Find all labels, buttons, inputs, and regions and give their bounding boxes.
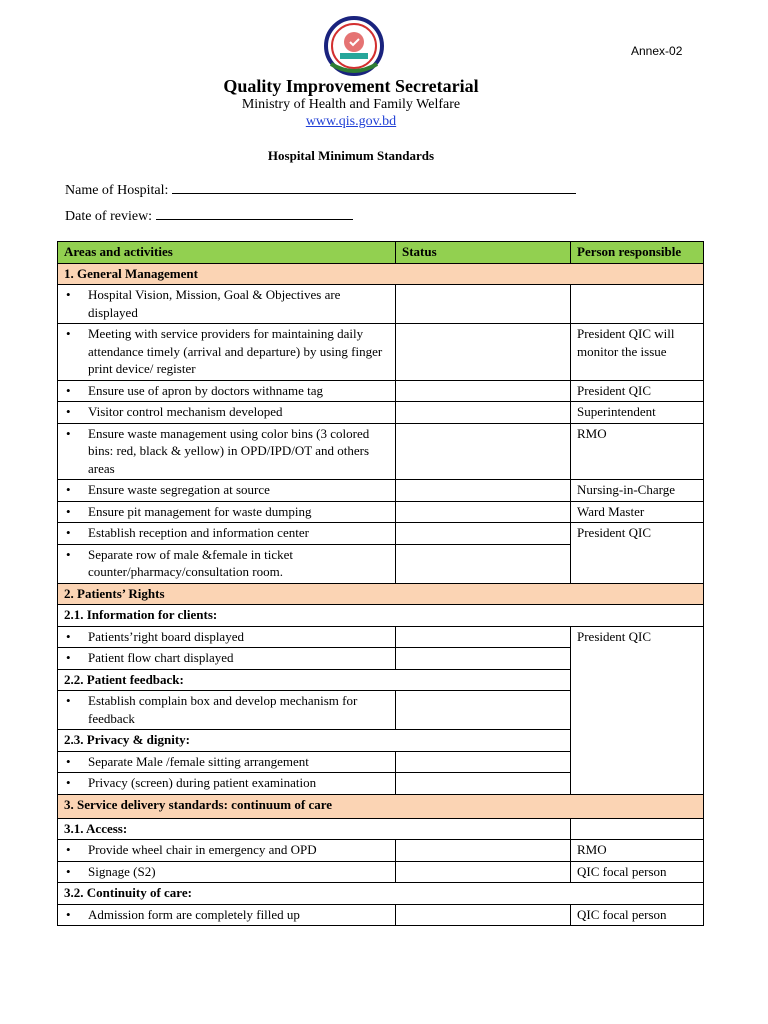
activity-cell bbox=[58, 751, 396, 773]
table-row bbox=[58, 626, 704, 648]
status-cell[interactable] bbox=[396, 523, 571, 545]
status-cell[interactable] bbox=[396, 501, 571, 523]
standards-table bbox=[57, 241, 704, 926]
section-row bbox=[58, 583, 704, 605]
section-title: 2. Patients’ Rights bbox=[58, 583, 704, 605]
activity-cell bbox=[58, 544, 396, 583]
status-cell[interactable] bbox=[396, 751, 571, 773]
subsection-title: 2.1. Information for clients: bbox=[58, 605, 704, 627]
status-cell[interactable] bbox=[396, 402, 571, 424]
subsection-row bbox=[58, 605, 704, 627]
document-title: Hospital Minimum Standards bbox=[267, 148, 435, 163]
activity-text: Visitor control mechanism developed bbox=[88, 404, 283, 419]
person-cell: Ward Master bbox=[571, 501, 704, 523]
status-cell[interactable] bbox=[396, 380, 571, 402]
hospital-name-label: Name of Hospital: bbox=[65, 183, 169, 198]
activity-text: Establish complain box and develop mechanism for feedback bbox=[88, 693, 358, 726]
status-cell[interactable] bbox=[396, 626, 571, 648]
person-cell bbox=[571, 285, 704, 324]
subsection-row bbox=[58, 818, 704, 840]
hospital-name-field bbox=[65, 180, 576, 199]
activity-cell bbox=[58, 904, 396, 926]
activity-cell bbox=[58, 773, 396, 795]
table-row bbox=[58, 324, 704, 381]
activity-text: Signage (S2) bbox=[88, 863, 156, 879]
review-date-label: Date of review: bbox=[65, 209, 153, 224]
activity-cell bbox=[58, 648, 396, 670]
person-cell: RMO bbox=[571, 840, 704, 862]
activity-text: Meeting with service providers for maintaining daily attendance timely (arrival and departure) by using finger print device/ register bbox=[88, 326, 383, 376]
person-cell bbox=[571, 818, 704, 840]
status-cell[interactable] bbox=[396, 691, 571, 730]
subsection-title: 2.3. Privacy & dignity: bbox=[58, 730, 571, 752]
bullet-icon: • bbox=[66, 326, 71, 341]
person-cell: President QIC bbox=[571, 380, 704, 402]
qis-seal-logo bbox=[319, 14, 389, 80]
bullet-icon: • bbox=[66, 863, 71, 879]
status-cell[interactable] bbox=[396, 840, 571, 862]
bullet-icon: • bbox=[66, 287, 71, 302]
activity-cell bbox=[58, 626, 396, 648]
status-cell[interactable] bbox=[396, 423, 571, 480]
activity-text: Separate row of male &female in ticket counter/pharmacy/consultation room. bbox=[88, 546, 294, 579]
person-cell: President QIC bbox=[571, 626, 704, 794]
person-cell: QIC focal person bbox=[571, 904, 704, 926]
activity-cell bbox=[58, 861, 396, 883]
person-cell: Superintendent bbox=[571, 402, 704, 424]
activity-text: Ensure waste segregation at source bbox=[88, 482, 270, 497]
col-header-areas: Areas and activities bbox=[58, 242, 396, 264]
bullet-icon: • bbox=[66, 382, 71, 398]
org-name: Quality Improvement Secretarial bbox=[223, 76, 479, 96]
bullet-icon: • bbox=[66, 628, 71, 644]
activity-text: Separate Male /female sitting arrangement bbox=[88, 753, 309, 769]
subsection-title: 3.1. Access: bbox=[58, 818, 571, 840]
bullet-icon: • bbox=[66, 650, 71, 665]
bullet-icon: • bbox=[66, 546, 71, 562]
activity-text: Ensure waste management using color bins (3 colored bins: red, black & yellow) in OPD/IPD/OT and others areas bbox=[88, 425, 370, 476]
bullet-icon: • bbox=[66, 503, 71, 519]
person-cell: President QIC will monitor the issue bbox=[571, 324, 704, 381]
table-row bbox=[58, 380, 704, 402]
subsection-row bbox=[58, 883, 704, 905]
activity-text: Hospital Vision, Mission, Goal & Objectives are displayed bbox=[88, 287, 341, 320]
status-cell[interactable] bbox=[396, 544, 571, 583]
table-row bbox=[58, 861, 704, 883]
person-cell: President QIC bbox=[571, 523, 704, 584]
website-link[interactable]: www.qis.gov.bd bbox=[305, 114, 397, 129]
ministry-name: Ministry of Health and Family Welfare bbox=[241, 97, 461, 112]
bullet-icon: • bbox=[66, 525, 71, 540]
activity-cell bbox=[58, 285, 396, 324]
table-row bbox=[58, 480, 704, 502]
table-row bbox=[58, 285, 704, 324]
table-header-row bbox=[58, 242, 704, 264]
col-header-person: Person responsible bbox=[571, 242, 704, 264]
table-row bbox=[58, 904, 704, 926]
activity-cell bbox=[58, 402, 396, 424]
status-cell[interactable] bbox=[396, 904, 571, 926]
person-cell: RMO bbox=[571, 423, 704, 480]
table-row bbox=[58, 840, 704, 862]
activity-text: Ensure use of apron by doctors withname tag bbox=[88, 382, 324, 398]
review-date-blank[interactable] bbox=[156, 206, 353, 220]
status-cell[interactable] bbox=[396, 285, 571, 324]
status-cell[interactable] bbox=[396, 773, 571, 795]
person-cell: QIC focal person bbox=[571, 861, 704, 883]
section-row bbox=[58, 794, 704, 818]
annex-label: Annex-02 bbox=[631, 44, 683, 58]
activity-text: Patient flow chart displayed bbox=[88, 650, 234, 665]
table-row bbox=[58, 501, 704, 523]
activity-cell bbox=[58, 523, 396, 545]
bullet-icon: • bbox=[66, 693, 71, 708]
hospital-name-blank[interactable] bbox=[172, 180, 576, 194]
subsection-title: 2.2. Patient feedback: bbox=[58, 669, 571, 691]
status-cell[interactable] bbox=[396, 480, 571, 502]
activity-cell bbox=[58, 480, 396, 502]
status-cell[interactable] bbox=[396, 861, 571, 883]
activity-text: Admission form are completely filled up bbox=[88, 906, 300, 922]
activity-text: Ensure pit management for waste dumping bbox=[88, 503, 312, 519]
activity-text: Patients’right board displayed bbox=[88, 628, 244, 644]
table-row bbox=[58, 402, 704, 424]
activity-cell bbox=[58, 501, 396, 523]
bullet-icon: • bbox=[66, 775, 71, 790]
bullet-icon: • bbox=[66, 425, 71, 441]
activity-cell bbox=[58, 840, 396, 862]
bullet-icon: • bbox=[66, 906, 71, 922]
bullet-icon: • bbox=[66, 753, 71, 769]
activity-cell bbox=[58, 380, 396, 402]
bullet-icon: • bbox=[66, 404, 71, 419]
subsection-title: 3.2. Continuity of care: bbox=[58, 883, 704, 905]
activity-cell bbox=[58, 691, 396, 730]
status-cell[interactable] bbox=[396, 648, 571, 670]
table-row bbox=[58, 423, 704, 480]
activity-text: Privacy (screen) during patient examination bbox=[88, 775, 317, 790]
activity-cell bbox=[58, 324, 396, 381]
section-row bbox=[58, 263, 704, 285]
section-title: 3. Service delivery standards: continuum of care bbox=[58, 794, 704, 818]
status-cell[interactable] bbox=[396, 324, 571, 381]
bullet-icon: • bbox=[66, 842, 71, 857]
review-date-field bbox=[65, 206, 353, 225]
col-header-status: Status bbox=[396, 242, 571, 264]
bullet-icon: • bbox=[66, 482, 71, 497]
section-title: 1. General Management bbox=[58, 263, 704, 285]
activity-text: Establish reception and information center bbox=[88, 525, 309, 540]
activity-cell bbox=[58, 423, 396, 480]
table-row bbox=[58, 523, 704, 545]
activity-text: Provide wheel chair in emergency and OPD bbox=[88, 842, 317, 857]
person-cell: Nursing-in-Charge bbox=[571, 480, 704, 502]
